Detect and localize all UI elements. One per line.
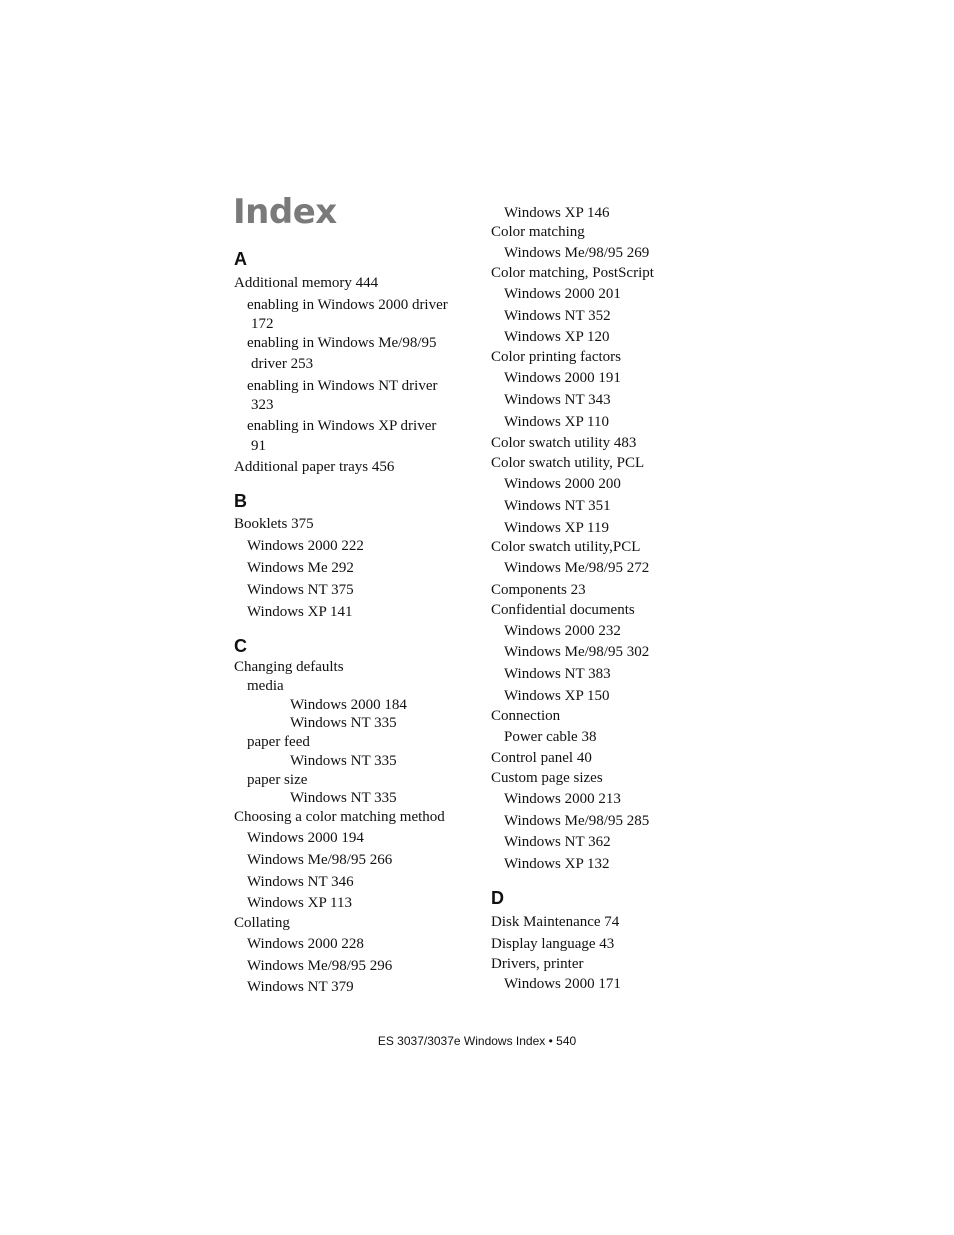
index-entry: Additional paper trays 456 xyxy=(234,459,395,475)
index-entry: Custom page sizes xyxy=(491,770,603,786)
index-subentry: Windows Me/98/95 266 xyxy=(247,852,393,868)
index-subentry: Windows Me 292 xyxy=(247,560,354,576)
index-entry: Changing defaults xyxy=(234,659,344,675)
index-subentry: Windows Me/98/95 272 xyxy=(504,560,650,576)
section-letter-d: D xyxy=(491,888,504,908)
index-entry: Color printing factors xyxy=(491,349,621,365)
index-subentry: Windows XP 141 xyxy=(247,604,353,620)
index-subentry: Windows 2000 171 xyxy=(504,976,621,992)
index-subentry: Windows NT 375 xyxy=(247,582,354,598)
index-subentry: Windows NT 351 xyxy=(504,498,611,514)
index-subentry: Windows 2000 201 xyxy=(504,286,621,302)
index-subsubentry: Windows NT 335 xyxy=(290,753,397,769)
index-entry: Connection xyxy=(491,708,561,724)
index-subentry: Windows NT 346 xyxy=(247,874,354,890)
index-subentry: enabling in Windows XP driver xyxy=(247,418,437,434)
index-entry: Choosing a color matching method xyxy=(234,809,445,825)
section-letter-a: A xyxy=(234,249,247,269)
index-subentry-page: 91 xyxy=(251,438,266,454)
index-subentry: Windows XP 132 xyxy=(504,856,610,872)
index-entry: Color matching, PostScript xyxy=(491,265,654,281)
index-subsubentry: Windows NT 335 xyxy=(290,790,397,806)
index-subentry: Windows NT 352 xyxy=(504,308,611,324)
index-subentry: Windows 2000 222 xyxy=(247,538,364,554)
index-subentry: Windows XP 150 xyxy=(504,688,610,704)
index-subentry: Windows Me/98/95 302 xyxy=(504,644,650,660)
index-subentry: Windows Me/98/95 296 xyxy=(247,958,393,974)
index-subentry: Windows XP 119 xyxy=(504,520,609,536)
section-letter-b: B xyxy=(234,491,247,511)
index-subentry: enabling in Windows NT driver xyxy=(247,378,438,394)
page-footer: ES 3037/3037e Windows Index • 540 xyxy=(377,1034,577,1048)
index-subentry: Windows XP 110 xyxy=(504,414,609,430)
page-title: Index xyxy=(233,192,337,232)
index-subentry: Windows XP 146 xyxy=(504,205,610,221)
index-subentry: enabling in Windows Me/98/95 xyxy=(247,335,437,351)
index-subentry: Windows 2000 194 xyxy=(247,830,364,846)
index-entry: Booklets 375 xyxy=(234,516,314,532)
index-subentry: Windows 2000 228 xyxy=(247,936,364,952)
index-entry: Color swatch utility 483 xyxy=(491,435,637,451)
index-subentry: Windows NT 362 xyxy=(504,834,611,850)
index-subentry: Windows 2000 232 xyxy=(504,623,621,639)
index-entry: Control panel 40 xyxy=(491,750,592,766)
index-entry: Color swatch utility,PCL xyxy=(491,539,641,555)
index-subsubentry: Windows 2000 184 xyxy=(290,697,407,713)
index-subentry: Windows NT 379 xyxy=(247,979,354,995)
index-subentry: Windows 2000 213 xyxy=(504,791,621,807)
index-subsubentry: Windows NT 335 xyxy=(290,715,397,731)
index-entry: Components 23 xyxy=(491,582,586,598)
index-subentry: Windows Me/98/95 269 xyxy=(504,245,650,261)
index-entry: Color matching xyxy=(491,224,585,240)
index-entry: Drivers, printer xyxy=(491,956,584,972)
index-subentry-page: 323 xyxy=(251,397,274,413)
index-subentry: paper feed xyxy=(247,734,310,750)
index-subentry-page: driver 253 xyxy=(251,356,314,372)
index-entry: Collating xyxy=(234,915,290,931)
index-subentry: Windows XP 120 xyxy=(504,329,610,345)
index-entry: Display language 43 xyxy=(491,936,615,952)
index-subentry-page: 172 xyxy=(251,316,274,332)
index-subentry: paper size xyxy=(247,772,308,788)
index-subentry: Windows NT 383 xyxy=(504,666,611,682)
index-subentry: Windows 2000 200 xyxy=(504,476,621,492)
index-subentry: Power cable 38 xyxy=(504,729,597,745)
index-subentry: Windows NT 343 xyxy=(504,392,611,408)
index-entry: Confidential documents xyxy=(491,602,635,618)
index-entry: Additional memory 444 xyxy=(234,275,379,291)
index-subentry: media xyxy=(247,678,284,694)
index-subentry: Windows XP 113 xyxy=(247,895,352,911)
index-entry: Color swatch utility, PCL xyxy=(491,455,645,471)
index-subentry: Windows Me/98/95 285 xyxy=(504,813,650,829)
index-subentry: enabling in Windows 2000 driver xyxy=(247,297,448,313)
section-letter-c: C xyxy=(234,636,247,656)
index-subentry: Windows 2000 191 xyxy=(504,370,621,386)
index-entry: Disk Maintenance 74 xyxy=(491,914,620,930)
